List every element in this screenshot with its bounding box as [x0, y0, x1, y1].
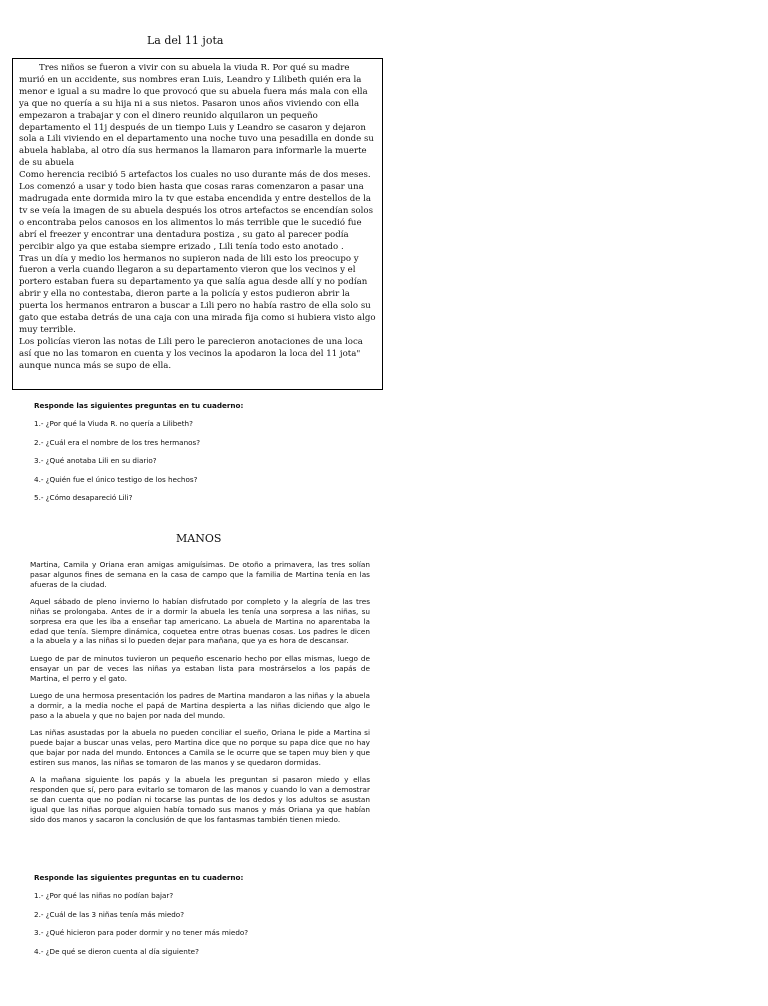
question-item: 4.- ¿Quién fue el único testigo de los hechos?: [34, 474, 198, 484]
question-item: 4.- ¿De qué se dieron cuenta al día siguiente?: [34, 946, 199, 956]
question-item: 3.- ¿Qué anotaba Lili en su diario?: [34, 456, 157, 465]
story2-text: [30, 560, 370, 832]
story1-question-list: [34, 419, 200, 512]
story2-paragraph: Martina, Camila y Oriana eran amigas amiguísimas. De otoño a primavera, las tres solían pasar algunos fines de semana en la casa de campo que la familia de Martina tenía en las afueras de la ciudad.: [30, 560, 370, 589]
story1-title: La del 11 jota: [147, 34, 224, 47]
story2-question-list: [34, 891, 248, 965]
question-item: 3.- ¿Qué hicieron para poder dormir y no tener más miedo?: [34, 928, 249, 937]
question-item: 2.- ¿Cuál de las 3 niñas tenía más miedo?: [34, 909, 185, 919]
story2-paragraph: Luego de una hermosa presentación los padres de Martina mandaron a las niñas y la abuela a dormir, a la media noche el papá de Martina despierta a las niñas diciendo que algo le paso a la abuela y que no bajen por nada del mundo.: [30, 691, 370, 720]
question-item: 1.- ¿Por qué las niñas no podían bajar?: [34, 891, 174, 900]
story2-paragraph: Las niñas asustadas por la abuela no pueden conciliar el sueño, Oriana le pide a Martina si puede bajar a buscar unas velas, pero Martina dice que no porque su papa dice que no hay que bajar por nada del mundo. Entonces a Camila se le ocurre que se tapen muy bien y que estiren sus manos, las niñas se tomaron de las manos y se quedaron dormidas.: [30, 728, 370, 767]
question-item: 2.- ¿Cuál era el nombre de los tres hermanos?: [34, 437, 201, 447]
story2-paragraph: Aquel sábado de pleno invierno lo habían disfrutado por completo y la alegría de las tres niñas se prolongaba. Antes de ir a dormir la abuela les tenía una sorpresa a las niñas, su sorpresa era que les iba a enseñar tap americano. La abuela de Martina no aparentaba la edad que tenía. Siempre dinámica, coquetea entre otras buenas cosas. Los padres le dicen a la abuela y a las niñas si lo pueden dejar para mañana, que ya es hora de descansar.: [30, 597, 370, 646]
story1-paragraph: Los policías vieron las notas de Lili pero le parecieron anotaciones de una loca así que no las tomaron en cuenta y los vecinos la apodaron la loca del 11 jota" aunque nunca más se supo de ella.: [19, 336, 363, 371]
question-item: 5.- ¿Cómo desapareció Lili?: [34, 493, 133, 502]
story1-questions-heading: Responde las siguientes preguntas en tu cuaderno:: [34, 401, 244, 410]
story1-text-box: [12, 58, 383, 390]
story1-paragraph: Tras un día y medio los hermanos no supieron nada de lili esto los preocupo y fueron a verla cuando llegaron a su departamento vieron que los vecinos y el portero estaban fuera su departamento ya que salía agua desde allí y no podían abrir y ella no contestaba, dieron parte a la policía y estos pudieron abrir la puerta los hermanos entraron a buscar a Lili pero no había rastro de ella solo su gato que estaba detrás de una caja con una mirada fija como si hubiera visto algo muy terrible.: [19, 253, 376, 335]
story2-paragraph: A la mañana siguiente los papás y la abuela les preguntan si pasaron miedo y ellas responden que sí, pero para evitarlo se tomaron de las manos y cuando lo van a demostrar se dan cuenta que no podían ni tocarse las puntas de los dedos y los adultos se asustan igual que las niñas porque alguien había tomado sus manos y más Oriana ya que habían sido dos manos y sacaron la conclusión de que los fantasmas también tienen miedo.: [30, 775, 370, 824]
story2-questions-heading: Responde las siguientes preguntas en tu cuaderno:: [34, 873, 244, 882]
story2-paragraph: Luego de par de minutos tuvieron un pequeño escenario hecho por ellas mismas, luego de ensayar un par de veces las niñas ya estaban lista para mostrárselos a los papás de Martina, el perro y el gato.: [30, 653, 370, 683]
story1-paragraph: Como herencia recibió 5 artefactos los cuales no uso durante más de dos meses. Los comenzó a usar y todo bien hasta que cosas raras comenzaron a pasar una madrugada ente dormida miro la tv que estaba encendida y entre destellos de la tv se veía la imagen de su abuela después los otros artefactos se encendían solos o encontraba pelos canosos en los alimentos lo más terrible que le sucedió fue abrí el freezer y encontrar una dentadura postiza , su gato al parecer podía percibir algo ya que estaba siempre erizado , Lili tenía todo esto anotado .: [19, 170, 374, 252]
story2-title: MANOS: [176, 532, 222, 545]
question-item: 1.- ¿Por qué la Viuda R. no quería a Lilibeth?: [34, 419, 193, 428]
story1-paragraph: Tres niños se fueron a vivir con su abuela la viuda R. Por qué su madre murió en un accidente, sus nombres eran Luis, Leandro y Lilibeth quién era la menor e igual a su madre lo que provocó que su abuela fuera más mala con ella ya que no quería a su hija ni a sus nietos. Pasaron unos años viviendo con ella empezaron a trabajar y con el dinero reunido alquilaron un pequeño departamento el 11j después de un tiempo Luis y Leandro se casaron y dejaron sola a Lili viviendo en el departamento una noche tuvo una pesadilla en donde su abuela hablaba, al otro día sus hermanos la llamaron para informarle la muerte de su abuela: [19, 63, 374, 169]
